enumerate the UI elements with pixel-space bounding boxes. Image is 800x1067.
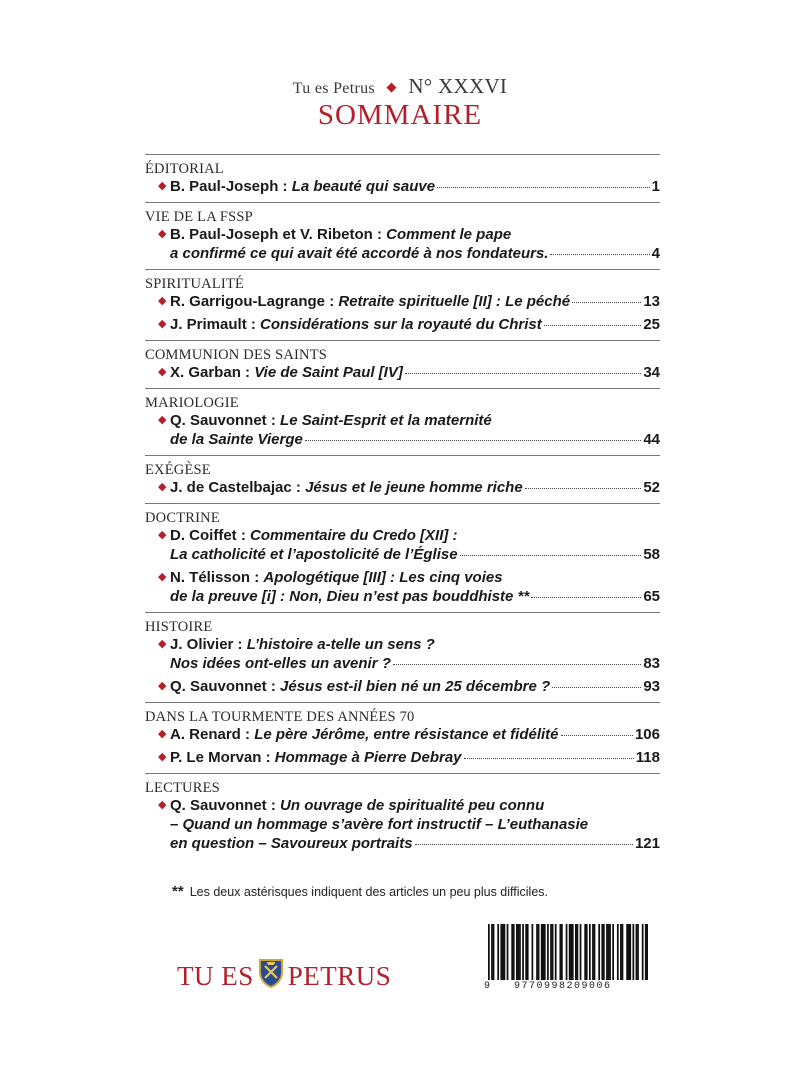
entry-author: J. de Castelbajac — [170, 479, 292, 496]
barcode-bar — [493, 924, 495, 980]
toc-entry[interactable] — [158, 677, 660, 696]
toc-entry[interactable] — [158, 635, 660, 673]
diamond-bullet-icon: ◆ — [158, 228, 167, 240]
section-title: MARIOLOGIE — [145, 395, 239, 411]
barcode-bar — [516, 924, 518, 980]
barcode-bar — [601, 924, 603, 980]
entry-title: Nos idées ont-elles un avenir ? — [170, 655, 391, 672]
section-title: HISTOIRE — [145, 619, 213, 635]
page-number: 65 — [643, 588, 660, 605]
entry-title: a confirmé ce qui avait été accordé à nos fondateurs. — [170, 245, 549, 262]
entry-author: D. Coiffet — [170, 527, 237, 544]
toc-section — [145, 503, 660, 608]
entry-title: Un ouvrage de spiritualité peu connu — [280, 797, 545, 814]
barcode-bar — [608, 924, 610, 980]
table-of-contents — [145, 150, 660, 855]
barcode-bar — [572, 924, 574, 980]
entry-title: Retraite spirituelle [II] : Le péché — [338, 293, 571, 310]
leader-dots — [415, 844, 633, 845]
page-number: 121 — [634, 835, 660, 852]
barcode-bar — [594, 924, 596, 980]
barcode-bar — [622, 924, 624, 980]
leader-dots — [531, 597, 641, 598]
entry-author: B. Paul-Joseph et V. Ribeton — [170, 226, 373, 243]
page-number: 13 — [643, 293, 660, 310]
barcode-bar — [504, 924, 506, 980]
barcode-bar — [527, 924, 529, 980]
barcode-bar — [488, 924, 490, 980]
barcode-bar — [552, 924, 554, 980]
barcode — [488, 924, 648, 985]
logo-text-right: PETRUS — [287, 961, 392, 991]
barcode-bar — [632, 924, 634, 980]
diamond-bullet-icon: ◆ — [158, 638, 167, 650]
entry-separator: : — [236, 527, 251, 544]
leader-dots — [464, 758, 634, 759]
entry-author: J. Primault — [170, 316, 247, 333]
diamond-bullet-icon: ◆ — [158, 728, 167, 740]
entry-title: Le père Jérôme, entre résistance et fidélité — [254, 726, 559, 743]
entry-title: Commentaire du Credo [XII] : — [250, 527, 458, 544]
entry-author: Q. Sauvonnet — [170, 412, 267, 429]
entry-title: Jésus est-il bien né un 25 décembre ? — [280, 678, 551, 695]
barcode-bar — [502, 924, 504, 980]
barcode-bar — [637, 924, 639, 980]
page-number: 106 — [634, 726, 660, 743]
barcode-bar — [525, 924, 527, 980]
section-title: VIE DE LA FSSP — [145, 209, 253, 225]
toc-section — [145, 269, 660, 336]
page-number: 4 — [651, 245, 660, 262]
section-title: COMMUNION DES SAINTS — [145, 347, 328, 363]
page-number: 1 — [651, 178, 660, 195]
page-number: 52 — [643, 479, 660, 496]
barcode-bar — [491, 924, 493, 980]
toc-entry[interactable] — [158, 292, 660, 311]
barcode-bar — [603, 924, 605, 980]
toc-entry[interactable] — [158, 315, 660, 334]
entry-title: Le Saint-Esprit et la maternité — [280, 412, 492, 429]
footnote-text: Les deux astérisques indiquent des articles un peu plus difficiles. — [189, 885, 549, 899]
barcode-bar — [518, 924, 520, 980]
section-title: ÉDITORIAL — [145, 161, 224, 177]
barcode-bar — [612, 924, 614, 980]
barcode-bar — [569, 924, 571, 980]
barcode-bar — [570, 924, 572, 980]
entry-separator: : — [240, 364, 255, 381]
entry-title: de la Sainte Vierge — [170, 431, 303, 448]
leader-dots — [437, 187, 650, 188]
footnote — [172, 883, 548, 900]
barcode-bar — [646, 924, 648, 980]
toc-entry[interactable] — [158, 478, 660, 497]
entry-title: La beauté qui sauve — [291, 178, 436, 195]
barcode-bar — [507, 924, 509, 980]
barcode-bar — [555, 924, 557, 980]
leader-dots — [305, 440, 641, 441]
diamond-bullet-icon: ◆ — [158, 318, 167, 330]
entry-author: P. Le Morvan — [170, 749, 262, 766]
entry-author: A. Renard — [170, 726, 241, 743]
entry-author: J. Olivier — [170, 636, 234, 653]
section-title: DOCTRINE — [145, 510, 220, 526]
entry-separator: : — [240, 726, 255, 743]
barcode-bar — [606, 924, 608, 980]
logo-text-left: TU ES — [177, 961, 254, 991]
barcode-digit-left: 9 — [484, 981, 492, 992]
entry-author: B. Paul-Joseph — [170, 178, 279, 195]
entry-title: Vie de Saint Paul [IV] — [254, 364, 403, 381]
barcode-bar — [620, 924, 622, 980]
barcode-bar — [536, 924, 538, 980]
diamond-bullet-icon: ◆ — [158, 680, 167, 692]
barcode-bar — [617, 924, 619, 980]
toc-section — [145, 340, 660, 384]
diamond-bullet-icon: ◆ — [158, 295, 167, 307]
entry-separator: : — [266, 412, 281, 429]
page-number: 34 — [643, 364, 660, 381]
toc-entry[interactable] — [158, 725, 660, 744]
shield-icon — [258, 958, 284, 995]
page-title: SOMMAIRE — [317, 99, 483, 131]
entry-separator: : — [233, 636, 247, 653]
barcode-bar — [629, 924, 631, 980]
barcode-bar — [541, 924, 543, 980]
section-title: DANS LA TOURMENTE DES ANNÉES 70 — [145, 709, 415, 725]
page-number: 44 — [643, 431, 660, 448]
logo — [177, 958, 391, 995]
toc-section — [145, 612, 660, 698]
leader-dots — [525, 488, 642, 489]
toc-section — [145, 154, 660, 198]
diamond-bullet-icon: ◆ — [158, 799, 167, 811]
entry-title: Comment le pape — [386, 226, 512, 243]
toc-entry[interactable] — [158, 748, 660, 767]
toc-section — [145, 202, 660, 265]
entry-separator: : — [291, 479, 306, 496]
entry-separator: : — [266, 797, 281, 814]
entry-separator: : — [278, 178, 292, 195]
footnote-stars: ** — [172, 883, 184, 900]
barcode-bar — [592, 924, 594, 980]
barcode-bar — [522, 924, 524, 980]
toc-section — [145, 702, 660, 769]
barcode-bar — [642, 924, 644, 980]
entry-title: Hommage à Pierre Debray — [274, 749, 462, 766]
barcode-bar — [511, 924, 513, 980]
entry-title: L’histoire a-telle un sens ? — [246, 636, 435, 653]
entry-title: Considérations sur la royauté du Christ — [260, 316, 542, 333]
diamond-bullet-icon: ◆ — [158, 571, 167, 583]
leader-dots — [460, 555, 642, 556]
entry-author: Q. Sauvonnet — [170, 797, 267, 814]
leader-dots — [393, 664, 641, 665]
barcode-bar — [577, 924, 579, 980]
barcode-bar — [598, 924, 600, 980]
diamond-bullet-icon: ◆ — [158, 180, 167, 192]
entry-author: N. Télisson — [170, 569, 251, 586]
entry-title: La catholicité et l’apostolicité de l’Église — [170, 546, 458, 563]
barcode-bar — [542, 924, 544, 980]
journal-line — [0, 74, 800, 99]
barcode-bar — [609, 924, 611, 980]
barcode-bar — [513, 924, 515, 980]
entry-author: X. Garban — [170, 364, 241, 381]
toc-section — [145, 455, 660, 499]
barcode-bar — [589, 924, 591, 980]
page-number: 25 — [643, 316, 660, 333]
barcode-bar — [645, 924, 647, 980]
leader-dots — [552, 687, 641, 688]
barcode-bar — [519, 924, 521, 980]
toc-entry[interactable] — [158, 177, 660, 196]
toc-entry[interactable] — [158, 796, 660, 853]
diamond-bullet-icon: ◆ — [158, 529, 167, 541]
entry-separator: : — [372, 226, 387, 243]
entry-title: Apologétique [III] : Les cinq voies — [263, 569, 503, 586]
entry-author: R. Garrigou-Lagrange — [170, 293, 326, 310]
page-number: 93 — [643, 678, 660, 695]
entry-author: Q. Sauvonnet — [170, 678, 267, 695]
entry-title: en question – Savoureux portraits — [170, 835, 413, 852]
journal-name: Tu es Petrus — [292, 80, 375, 97]
page-number: 118 — [635, 749, 660, 766]
barcode-bar — [586, 924, 588, 980]
barcode-bar — [580, 924, 582, 980]
barcode-bar — [566, 924, 568, 980]
diamond-icon: ◆ — [386, 79, 397, 94]
toc-entry[interactable] — [158, 568, 660, 606]
diamond-bullet-icon: ◆ — [158, 366, 167, 378]
entry-separator: : — [246, 316, 261, 333]
section-title: LECTURES — [145, 780, 220, 796]
toc-section — [145, 773, 660, 855]
leader-dots — [405, 373, 641, 374]
barcode-bar — [500, 924, 502, 980]
barcode-bar — [547, 924, 549, 980]
leader-dots — [544, 325, 642, 326]
barcode-bar — [497, 924, 499, 980]
entry-title: de la preuve [i] : Non, Dieu n’est pas bouddhiste ** — [170, 588, 530, 605]
barcode-bar — [584, 924, 586, 980]
diamond-bullet-icon: ◆ — [158, 414, 167, 426]
entry-title: Jésus et le jeune homme riche — [305, 479, 523, 496]
section-title: EXÉGÈSE — [145, 462, 211, 478]
barcode-bar — [544, 924, 546, 980]
barcode-bar — [532, 924, 534, 980]
entry-separator: : — [325, 293, 339, 310]
toc-entry[interactable] — [158, 225, 660, 263]
leader-dots — [550, 254, 649, 255]
entry-title: – Quand un hommage s’avère fort instructif – L’euthanasie — [170, 816, 589, 833]
page-number: 83 — [643, 655, 660, 672]
barcode-bar — [561, 924, 563, 980]
barcode-bar — [550, 924, 552, 980]
diamond-bullet-icon: ◆ — [158, 481, 167, 493]
leader-dots — [572, 302, 641, 303]
barcode-bar — [636, 924, 638, 980]
barcode-bar — [538, 924, 540, 980]
toc-entry[interactable] — [158, 526, 660, 564]
barcode-bar — [628, 924, 630, 980]
barcode-number: 9770998209006 — [514, 981, 612, 992]
barcode-digits — [484, 981, 612, 992]
page-number: 58 — [643, 546, 660, 563]
issue-number: N° XXXVI — [408, 74, 508, 98]
barcode-bar — [626, 924, 628, 980]
diamond-bullet-icon: ◆ — [158, 751, 167, 763]
header — [0, 74, 800, 132]
barcode-bar — [575, 924, 577, 980]
entry-separator: : — [261, 749, 275, 766]
leader-dots — [561, 735, 633, 736]
barcode-bar — [559, 924, 561, 980]
toc-section — [145, 388, 660, 451]
section-title: SPIRITUALITÉ — [145, 276, 245, 292]
entry-separator: : — [266, 678, 281, 695]
toc-entry[interactable] — [158, 363, 660, 382]
toc-entry[interactable] — [158, 411, 660, 449]
entry-separator: : — [250, 569, 264, 586]
